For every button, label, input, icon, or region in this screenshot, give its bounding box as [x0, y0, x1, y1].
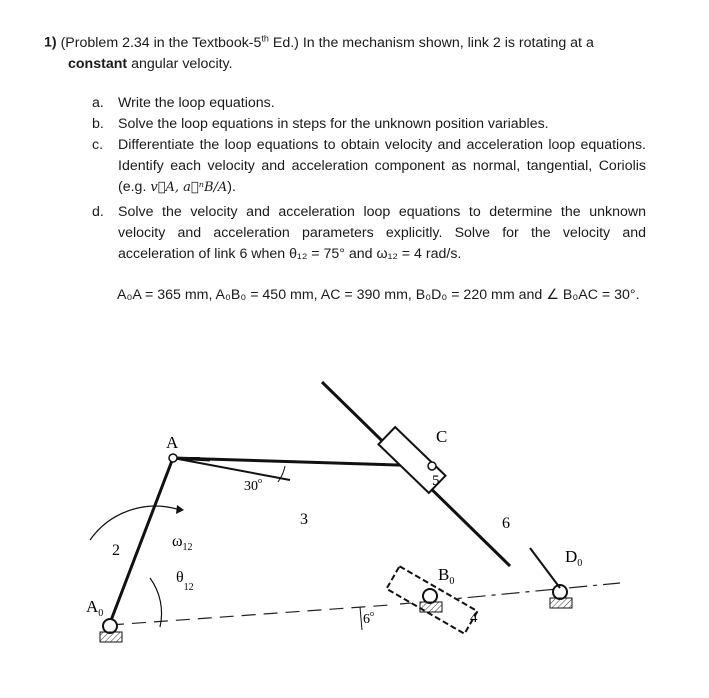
label-d0: $D_0$ — [565, 547, 583, 569]
label-omega: $\omega_{12}$ — [172, 533, 193, 553]
task-d: d. Solve the velocity and acceleration loop equations to determine the unknown velocity and acceleration parameters explicitly. Solve for the velocity and acceleration of link 6 when θ₁₂ = 75° and ω₁₂ = 4 rad/s. — [92, 204, 646, 262]
label-a0: $A_0$ — [86, 597, 104, 619]
pin-c — [428, 462, 436, 470]
mechanism-figure — [60, 330, 660, 690]
pin-a — [169, 454, 177, 462]
emphasis-constant: constant — [68, 55, 128, 72]
problem-number: 1) — [44, 34, 57, 51]
task-list — [92, 93, 646, 265]
label-link-2: 2 — [112, 542, 120, 559]
example-vectors: v⃗A, a⃗ⁿB/A — [150, 180, 228, 195]
label-link-6: 6 — [502, 515, 510, 532]
label-link-5: 5 — [432, 473, 440, 489]
label-link-3: 3 — [300, 511, 308, 528]
given-dimensions: A₀A = 365 mm, A₀B₀ = 450 mm, AC = 390 mm, B₀D₀ = 220 mm and ∠ B₀AC = 30°. — [117, 287, 640, 303]
problem-intro: (Problem 2.34 in the Textbook-5th Ed.) In the mechanism shown, link 2 is rotating at a — [60, 33, 594, 51]
task-a: a. Write the loop equations. — [92, 95, 275, 111]
label-a: A — [166, 433, 179, 452]
label-30deg: 30$^o$ — [244, 476, 262, 494]
ground-reference-line — [110, 605, 390, 625]
task-b: b. Solve the loop equations in steps for the unknown position variables. — [92, 116, 549, 132]
angle-6-arc — [360, 607, 362, 630]
label-6deg: 6$^o$ — [363, 609, 374, 627]
pin-a0 — [103, 619, 117, 633]
link-2 — [110, 458, 173, 623]
label-theta: $\theta_{12}$ — [176, 569, 194, 593]
task-c: c. Differentiate the loop equations to obtain velocity and acceleration loop equations. Identify each velocity and acceleration component as normal, tangential, Coriolis (e.g. v⃗A, a⃗ⁿB/A). — [92, 137, 646, 195]
label-c: C — [436, 427, 448, 446]
label-link-4: 4 — [470, 610, 478, 626]
pin-b0 — [423, 589, 437, 603]
label-b0: $B_0$ — [438, 565, 455, 587]
theta-arc — [150, 578, 162, 627]
omega-arc — [90, 506, 180, 540]
problem-statement: 1) (Problem 2.34 in the Textbook-5th Ed.) In the mechanism shown, link 2 is rotating at a constant angular velocity. — [44, 33, 594, 72]
